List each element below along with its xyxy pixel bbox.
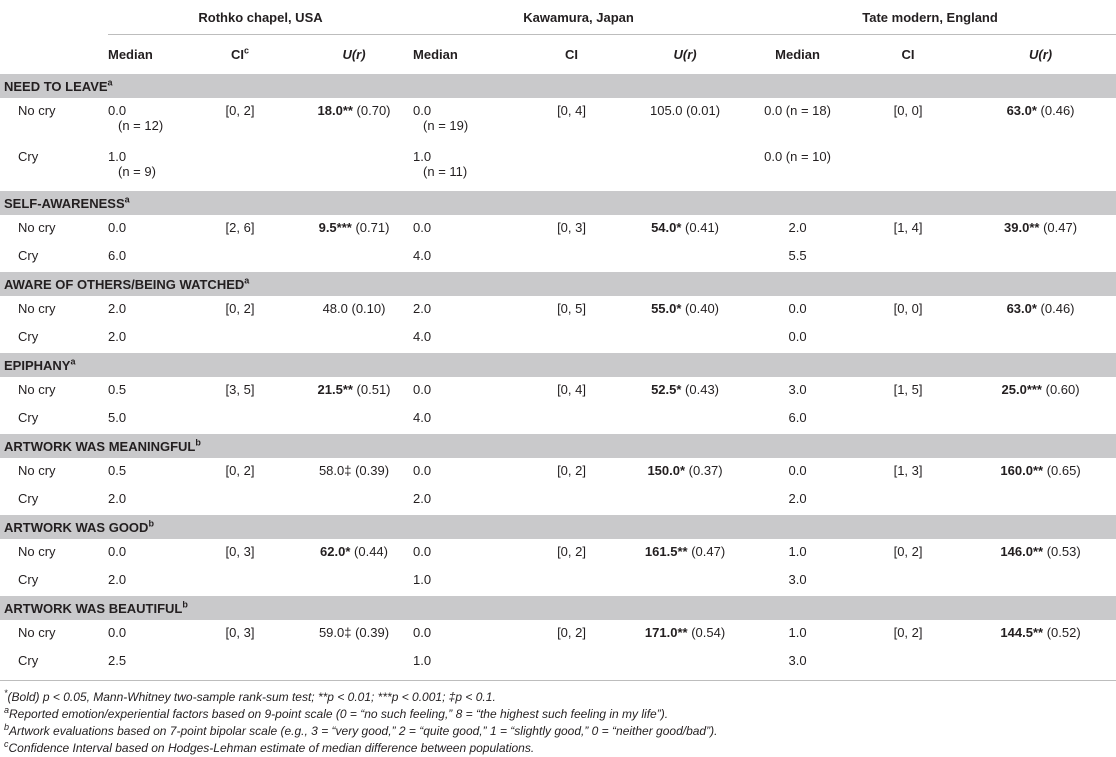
ci-cell: [1, 5] bbox=[893, 382, 923, 397]
section-row bbox=[0, 191, 1116, 216]
u-rest: 48.0 (0.10) bbox=[322, 301, 386, 316]
ci-cell: [2, 6] bbox=[225, 220, 255, 235]
median-cell bbox=[744, 215, 851, 243]
median-value: 0.0 bbox=[108, 544, 127, 559]
section-row bbox=[0, 515, 1116, 540]
median-cell bbox=[744, 324, 851, 353]
median-value: 0.0 bbox=[108, 103, 127, 118]
section-row bbox=[0, 272, 1116, 297]
section-footnote-mark: a bbox=[107, 77, 113, 88]
median-value: 1.0 bbox=[788, 625, 807, 640]
median-cell bbox=[413, 324, 517, 353]
median-value: 1.0 bbox=[413, 572, 432, 587]
median-value: 6.0 bbox=[108, 248, 127, 263]
median-value: 0.0 bbox=[413, 382, 432, 397]
u-rest: (0.60) bbox=[1042, 382, 1080, 397]
median-cell bbox=[744, 144, 851, 191]
median-value: 0.0 bbox=[413, 220, 432, 235]
median-value: 0.0 (n = 10) bbox=[764, 149, 831, 164]
u-cell bbox=[626, 405, 744, 434]
u-rest: 105.0 (0.01) bbox=[649, 103, 721, 118]
u-cell bbox=[965, 243, 1116, 272]
median-value: 0.0 bbox=[413, 463, 432, 478]
median-cell bbox=[744, 648, 851, 676]
median-value: 0.0 bbox=[413, 103, 432, 118]
row-label: Cry bbox=[18, 653, 39, 668]
u-rest: 59.0‡ (0.39) bbox=[318, 625, 390, 640]
site-kawamura: Kawamura, Japan bbox=[413, 0, 744, 35]
row-label: Cry bbox=[18, 248, 39, 263]
row-label: Cry bbox=[18, 491, 39, 506]
section-title bbox=[0, 74, 1116, 99]
u-cell bbox=[965, 377, 1116, 405]
median-value: 2.0 bbox=[108, 491, 127, 506]
ci-cell bbox=[851, 486, 965, 515]
row-label: Cry bbox=[18, 149, 39, 164]
u-significant: 25.0*** bbox=[1001, 382, 1042, 397]
median-cell bbox=[744, 567, 851, 596]
ci-cell bbox=[517, 648, 626, 676]
table-row bbox=[0, 377, 1116, 405]
ci-cell bbox=[185, 486, 295, 515]
row-label: Cry bbox=[18, 329, 39, 344]
ci-cell bbox=[517, 405, 626, 434]
median-value: 2.0 bbox=[108, 329, 127, 344]
col-ci: CI bbox=[565, 46, 579, 62]
u-cell bbox=[626, 648, 744, 676]
u-rest: (0.46) bbox=[1036, 301, 1075, 316]
median-cell bbox=[108, 405, 185, 434]
median-value: 1.0 bbox=[108, 149, 127, 164]
u-rest: (0.43) bbox=[681, 382, 720, 397]
section-title bbox=[0, 272, 1116, 297]
median-value: 0.0 (n = 18) bbox=[764, 103, 831, 118]
u-significant: 63.0* bbox=[1006, 103, 1037, 118]
median-value: 6.0 bbox=[788, 410, 807, 425]
sample-size: (n = 12) bbox=[118, 118, 164, 133]
u-cell bbox=[626, 144, 744, 191]
footnote: *(Bold) p < 0.05, Mann-Whitney two-sample rank-sum test; **p < 0.01; ***p < 0.001; ‡p < 0.1. bbox=[4, 688, 496, 704]
ci-cell: [0, 2] bbox=[557, 544, 586, 559]
ci-cell bbox=[851, 324, 965, 353]
u-cell bbox=[965, 539, 1116, 567]
col-ci: CI bbox=[901, 46, 915, 62]
u-cell bbox=[626, 324, 744, 353]
col-u: U(r) bbox=[1028, 46, 1053, 62]
section-footnote-mark: b bbox=[195, 437, 201, 448]
u-cell bbox=[965, 486, 1116, 515]
u-cell bbox=[965, 567, 1116, 596]
u-significant: 63.0* bbox=[1006, 301, 1037, 316]
row-label: No cry bbox=[18, 625, 56, 640]
median-cell bbox=[744, 405, 851, 434]
section-row bbox=[0, 434, 1116, 459]
median-cell bbox=[744, 486, 851, 515]
section-title-text: ARTWORK WAS GOOD bbox=[4, 519, 149, 535]
u-rest: (0.47) bbox=[1039, 220, 1078, 235]
u-cell bbox=[295, 144, 413, 191]
median-value: 0.0 bbox=[413, 544, 432, 559]
ci-cell bbox=[517, 243, 626, 272]
ci-cell bbox=[185, 405, 295, 434]
u-rest: (0.65) bbox=[1043, 463, 1081, 478]
table-row bbox=[0, 567, 1116, 596]
col-median: Median bbox=[108, 46, 153, 62]
median-cell bbox=[413, 98, 517, 144]
u-cell bbox=[626, 98, 744, 144]
median-cell bbox=[413, 620, 517, 648]
median-value: 3.0 bbox=[788, 382, 807, 397]
row-label: No cry bbox=[18, 220, 56, 235]
u-significant: 150.0* bbox=[647, 463, 686, 478]
row-label: Cry bbox=[18, 572, 39, 587]
table-row bbox=[0, 98, 1116, 144]
ci-cell bbox=[517, 324, 626, 353]
u-significant: 39.0** bbox=[1004, 220, 1040, 235]
sample-size: (n = 11) bbox=[423, 164, 468, 179]
u-rest: (0.41) bbox=[681, 220, 720, 235]
section-footnote-mark: b bbox=[148, 518, 154, 529]
median-cell bbox=[744, 458, 851, 486]
median-cell bbox=[744, 243, 851, 272]
section-title bbox=[0, 596, 1116, 621]
table-body bbox=[0, 74, 1116, 677]
footnotes bbox=[0, 689, 1016, 757]
u-significant: 171.0** bbox=[644, 625, 688, 640]
median-cell bbox=[413, 458, 517, 486]
site-tate: Tate modern, England bbox=[744, 0, 1116, 35]
ci-cell: [1, 4] bbox=[893, 220, 923, 235]
ci-cell bbox=[851, 405, 965, 434]
u-cell bbox=[295, 243, 413, 272]
footnote: $^c$Confidence Interval based on Hodges-Lehman estimate of median difference between populations. bbox=[4, 739, 535, 755]
median-value: 5.5 bbox=[788, 248, 807, 263]
section-title bbox=[0, 434, 1116, 459]
median-cell bbox=[108, 98, 185, 144]
u-cell bbox=[965, 405, 1116, 434]
u-cell bbox=[965, 144, 1116, 191]
median-cell bbox=[744, 377, 851, 405]
ci-cell: [0, 2] bbox=[893, 544, 923, 559]
row-label: No cry bbox=[18, 382, 56, 397]
u-significant: 52.5* bbox=[651, 382, 682, 397]
median-cell bbox=[108, 324, 185, 353]
median-value: 0.0 bbox=[788, 463, 807, 478]
median-value: 2.0 bbox=[108, 572, 127, 587]
ci-cell bbox=[851, 648, 965, 676]
u-significant: 54.0* bbox=[651, 220, 682, 235]
row-label: No cry bbox=[18, 544, 56, 559]
section-title-text: ARTWORK WAS MEANINGFUL bbox=[4, 438, 196, 454]
ci-cell bbox=[185, 648, 295, 676]
site-rothko: Rothko chapel, USA bbox=[108, 0, 413, 35]
u-cell bbox=[965, 215, 1116, 243]
median-cell bbox=[108, 377, 185, 405]
sample-size: (n = 9) bbox=[118, 164, 156, 179]
row-label: No cry bbox=[18, 103, 56, 118]
u-rest: (0.40) bbox=[681, 301, 720, 316]
median-value: 5.0 bbox=[108, 410, 127, 425]
ci-cell: [0, 4] bbox=[557, 382, 586, 397]
ci-cell: [0, 2] bbox=[225, 463, 255, 478]
ci-cell bbox=[517, 567, 626, 596]
section-footnote-mark: a bbox=[124, 194, 130, 205]
u-cell bbox=[295, 215, 413, 243]
median-cell bbox=[744, 539, 851, 567]
ci-cell: [0, 0] bbox=[893, 103, 923, 118]
u-significant: 9.5*** bbox=[318, 220, 352, 235]
ci-cell bbox=[517, 144, 626, 191]
ci-cell bbox=[851, 567, 965, 596]
median-value: 1.0 bbox=[413, 653, 432, 668]
ci-cell: [3, 5] bbox=[225, 382, 255, 397]
u-cell bbox=[295, 620, 413, 648]
u-significant: 21.5** bbox=[317, 382, 353, 397]
u-cell bbox=[295, 458, 413, 486]
ci-cell: [0, 2] bbox=[557, 463, 586, 478]
u-cell bbox=[626, 620, 744, 648]
table-row bbox=[0, 215, 1116, 243]
col-ci: $CI^c$ bbox=[230, 45, 249, 62]
u-cell bbox=[965, 458, 1116, 486]
table-row bbox=[0, 144, 1116, 191]
ci-cell bbox=[851, 144, 965, 191]
ci-cell bbox=[185, 567, 295, 596]
ci-cell bbox=[185, 144, 295, 191]
median-cell bbox=[108, 458, 185, 486]
u-rest: (0.51) bbox=[352, 382, 391, 397]
median-value: 0.0 bbox=[108, 625, 127, 640]
u-rest: (0.44) bbox=[350, 544, 388, 559]
ci-cell: [0, 2] bbox=[893, 625, 923, 640]
section-title-text: EPIPHANY bbox=[4, 357, 71, 373]
median-value: 0.0 bbox=[788, 301, 807, 316]
u-cell bbox=[626, 377, 744, 405]
column-header-row bbox=[0, 35, 1116, 74]
u-cell bbox=[965, 296, 1116, 324]
median-cell bbox=[413, 243, 517, 272]
u-rest: (0.52) bbox=[1043, 625, 1081, 640]
median-cell bbox=[108, 296, 185, 324]
u-cell bbox=[965, 98, 1116, 144]
table-row bbox=[0, 539, 1116, 567]
u-cell bbox=[295, 296, 413, 324]
ci-cell: [0, 2] bbox=[225, 103, 255, 118]
u-cell bbox=[965, 648, 1116, 676]
u-cell bbox=[626, 486, 744, 515]
u-cell bbox=[295, 405, 413, 434]
median-cell bbox=[413, 539, 517, 567]
section-title bbox=[0, 353, 1116, 378]
u-cell bbox=[295, 377, 413, 405]
u-rest: (0.47) bbox=[687, 544, 726, 559]
section-row bbox=[0, 596, 1116, 621]
ci-cell bbox=[185, 243, 295, 272]
table-row bbox=[0, 486, 1116, 515]
section-footnote-mark: a bbox=[244, 275, 250, 286]
u-rest: 58.0‡ (0.39) bbox=[318, 463, 390, 478]
u-significant: 144.5** bbox=[1000, 625, 1044, 640]
median-value: 4.0 bbox=[413, 410, 432, 425]
u-cell bbox=[965, 324, 1116, 353]
u-cell bbox=[295, 539, 413, 567]
median-value: 4.0 bbox=[413, 329, 432, 344]
median-cell bbox=[108, 620, 185, 648]
median-value: 1.0 bbox=[788, 544, 807, 559]
u-rest: (0.70) bbox=[352, 103, 391, 118]
section-footnote-mark: b bbox=[182, 599, 188, 610]
median-value: 2.0 bbox=[413, 301, 432, 316]
median-value: 2.5 bbox=[108, 653, 127, 668]
median-value: 0.0 bbox=[413, 625, 432, 640]
u-cell bbox=[626, 243, 744, 272]
median-cell bbox=[413, 215, 517, 243]
u-significant: 62.0* bbox=[320, 544, 351, 559]
median-cell bbox=[413, 486, 517, 515]
u-cell bbox=[626, 567, 744, 596]
ci-cell bbox=[185, 324, 295, 353]
u-rest: (0.71) bbox=[351, 220, 390, 235]
median-value: 2.0 bbox=[788, 220, 807, 235]
u-rest: (0.53) bbox=[1043, 544, 1081, 559]
median-value: 4.0 bbox=[413, 248, 432, 263]
median-cell bbox=[108, 539, 185, 567]
u-cell bbox=[626, 539, 744, 567]
median-cell bbox=[744, 620, 851, 648]
ci-cell: [0, 4] bbox=[557, 103, 586, 118]
ci-cell: [0, 3] bbox=[225, 544, 255, 559]
u-significant: 18.0** bbox=[317, 103, 353, 118]
ci-cell: [0, 3] bbox=[557, 220, 586, 235]
section-title bbox=[0, 191, 1116, 216]
median-cell bbox=[413, 144, 517, 191]
median-value: 0.5 bbox=[108, 382, 127, 397]
median-value: 2.0 bbox=[413, 491, 432, 506]
median-cell bbox=[108, 648, 185, 676]
median-value: 0.5 bbox=[108, 463, 127, 478]
table-row bbox=[0, 620, 1116, 648]
median-value: 1.0 bbox=[413, 149, 432, 164]
median-cell bbox=[413, 567, 517, 596]
median-cell bbox=[108, 243, 185, 272]
median-value: 2.0 bbox=[108, 301, 127, 316]
table-row bbox=[0, 405, 1116, 434]
u-cell bbox=[626, 458, 744, 486]
table-row bbox=[0, 648, 1116, 676]
row-label: No cry bbox=[18, 301, 56, 316]
u-significant: 161.5** bbox=[644, 544, 688, 559]
u-rest: (0.46) bbox=[1036, 103, 1075, 118]
table-row bbox=[0, 296, 1116, 324]
table-row bbox=[0, 324, 1116, 353]
u-cell bbox=[626, 215, 744, 243]
section-title-text: SELF-AWARENESS bbox=[4, 195, 125, 211]
u-cell bbox=[295, 98, 413, 144]
section-footnote-mark: a bbox=[70, 356, 76, 367]
median-cell bbox=[413, 648, 517, 676]
median-cell bbox=[108, 486, 185, 515]
median-cell bbox=[108, 144, 185, 191]
median-value: 3.0 bbox=[788, 572, 807, 587]
median-cell bbox=[413, 296, 517, 324]
col-median: Median bbox=[413, 46, 458, 62]
median-cell bbox=[744, 296, 851, 324]
section-row bbox=[0, 353, 1116, 378]
col-median: Median bbox=[775, 46, 820, 62]
ci-cell: [0, 0] bbox=[893, 301, 923, 316]
ci-cell: [0, 2] bbox=[225, 301, 255, 316]
ci-cell: [0, 2] bbox=[557, 625, 586, 640]
median-value: 3.0 bbox=[788, 653, 807, 668]
u-cell bbox=[295, 648, 413, 676]
u-cell bbox=[295, 486, 413, 515]
median-value: 0.0 bbox=[788, 329, 807, 344]
u-significant: 55.0* bbox=[651, 301, 682, 316]
col-u: U(r) bbox=[673, 46, 697, 62]
footnote: $^b$Artwork evaluations based on 7-point bipolar scale (e.g., 3 = “very good,” 2 = “quite good,” 1 = “slightly good,” 0 = “neither good/bad”). bbox=[4, 722, 718, 738]
row-label: No cry bbox=[18, 463, 56, 478]
footnote: $^a$Reported emotion/experiential factors based on 9-point scale (0 = “no such feeling,” 8 = “the highest such feeling in my life”). bbox=[4, 705, 669, 721]
u-cell bbox=[626, 296, 744, 324]
section-row bbox=[0, 74, 1116, 99]
median-cell bbox=[744, 98, 851, 144]
u-rest: (0.54) bbox=[687, 625, 726, 640]
col-u: U(r) bbox=[342, 46, 366, 62]
section-title-text: AWARE OF OTHERS/BEING WATCHED bbox=[4, 276, 245, 292]
ci-cell: [0, 3] bbox=[225, 625, 255, 640]
median-cell bbox=[108, 215, 185, 243]
u-significant: 160.0** bbox=[1000, 463, 1044, 478]
table-row bbox=[0, 243, 1116, 272]
section-title-text: NEED TO LEAVE bbox=[4, 78, 108, 94]
u-rest: (0.37) bbox=[685, 463, 723, 478]
ci-cell: [1, 3] bbox=[893, 463, 923, 478]
site-header-row bbox=[0, 0, 1116, 35]
u-cell bbox=[965, 620, 1116, 648]
row-label: Cry bbox=[18, 410, 39, 425]
median-cell bbox=[413, 377, 517, 405]
u-cell bbox=[295, 567, 413, 596]
u-cell bbox=[295, 324, 413, 353]
table-row bbox=[0, 458, 1116, 486]
median-cell bbox=[108, 567, 185, 596]
section-title bbox=[0, 515, 1116, 540]
sample-size: (n = 19) bbox=[423, 118, 469, 133]
median-value: 0.0 bbox=[108, 220, 127, 235]
median-cell bbox=[413, 405, 517, 434]
median-value: 2.0 bbox=[788, 491, 807, 506]
ci-cell: [0, 5] bbox=[557, 301, 586, 316]
u-significant: 146.0** bbox=[1000, 544, 1044, 559]
section-title-text: ARTWORK WAS BEAUTIFUL bbox=[4, 600, 183, 616]
ci-cell bbox=[851, 243, 965, 272]
ci-cell bbox=[517, 486, 626, 515]
